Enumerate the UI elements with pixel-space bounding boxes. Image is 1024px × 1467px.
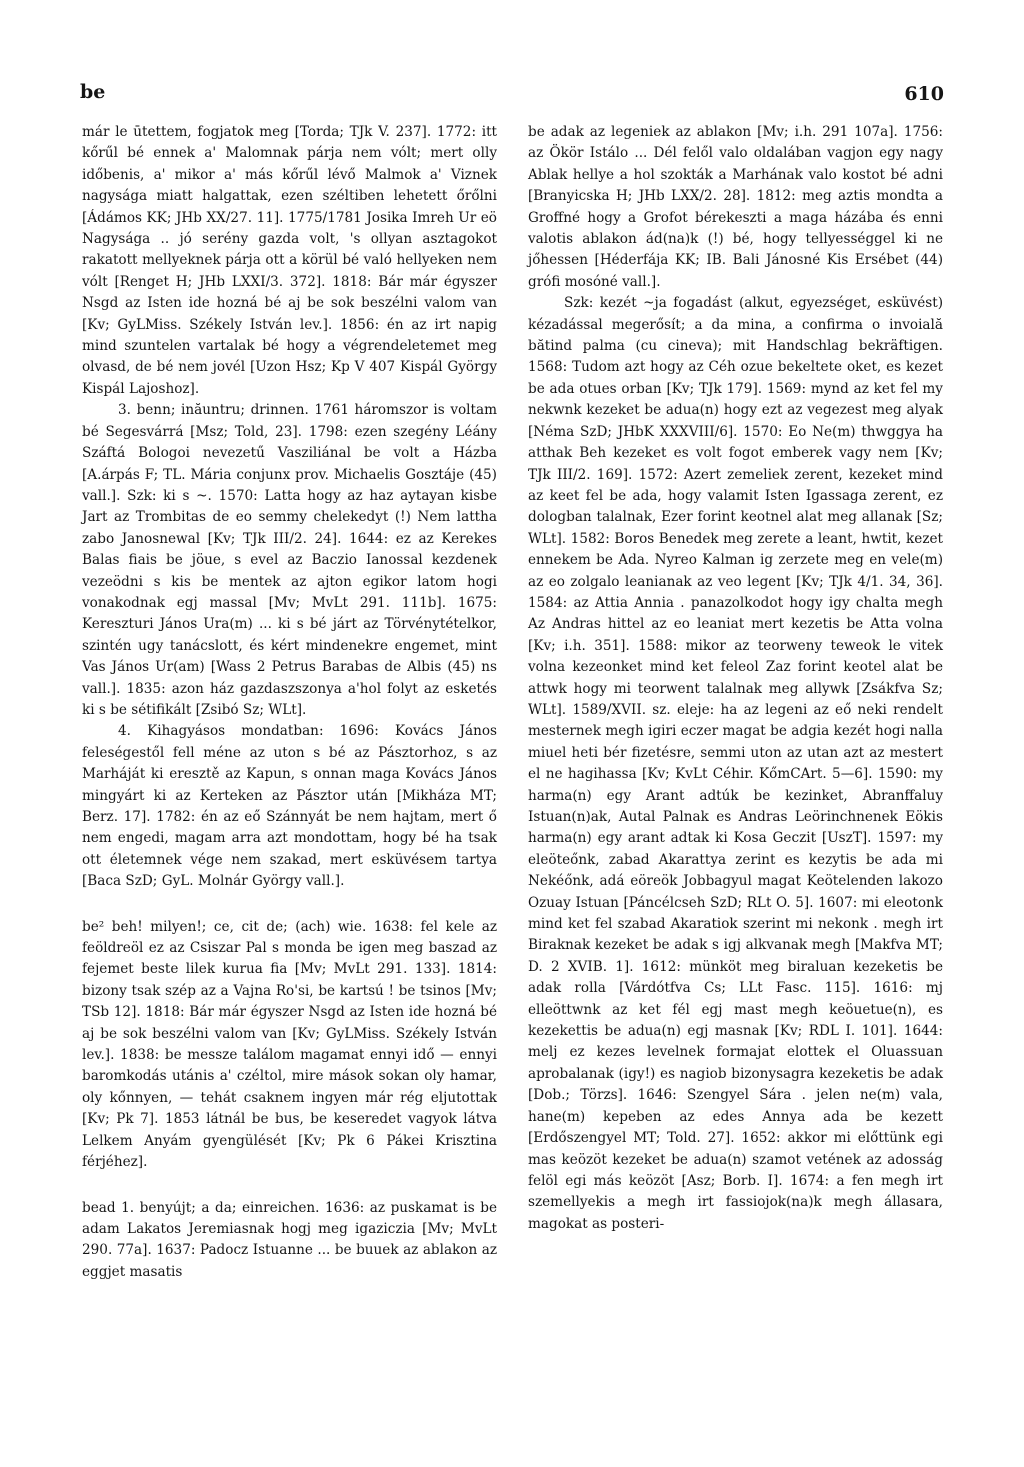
right-column (528, 122, 943, 1235)
entry-bead: bead 1. benyújt; a da; einreichen. 1636: az puskamat is be adam Lakatos Jeremiasnak hogj meg igaziczia [Mv; MvLt 290. 77a]. 1637: Padocz Istuanne ... be buuek az ablakon az eggjet masatis (82, 1199, 497, 1280)
right-paragraph: Szk: kezét ~ja fogadást (alkut, egyezséget, esküvést) kézadással megerősít; a da mina, a confirma o invoială bătind palma (cu cineva); mit Handschlag bekräftigen. 1568: Tudom azt hogy az Céh ozue bekeltete oket, es kezet be ada otues orban [Kv; TJk 179]. 1569: mynd az ket fel my nekwnk kezeket be adua(n) hogy ezt az vegezest meg alyak [Néma SzD; JHbK XXXVIII/6]. 1570: Eo Ne(m) thwggya ha atthak Beh kezeket es volt fogot emberek vagy nem [Kv; TJk III/2. 169]. 1572: Azert zemeliek zerent, kezeket mind az keet fel be ada, hogy valamit Isten Igassaga zerent, ez dologban talalnak, Ezer forint keotnel alat meg allanak [Sz; WLt]. 1582: Boros Benedek meg zerete a leant, hwtit, kezet ennekem be Ada. Nyreo Kalman ig zerzete meg en vele(m) az eo zolgalo leanianak az veo legent [Kv; TJk 4/1. 34, 36]. 1584: az Attia Annia . panazolkodot hogy igy chalta megh Az Andras hittel az eo leaniat mert kezetis be Atta volna [Kv; i.h. 351]. 1588: mikor az teorweny teweok le vitek volna kezeonket mind ket feleol Zaz forint keotel alat be attwk hogy mi teorwent talalnak meg allywk [Zsákfva Sz; WLt]. 1589/XVII. sz. eleje: ha az legeni az eő neki rendelt mesternek megh igiri eczer magat be adgia kezét hogi nalla miuel heti bér fizetésre, semmi uton az utan azt az mestert el ne hagihassa [Kv; KvLt Céhir. KőmCArt. 5—6]. 1590: my harma(n) egy Arant adtúk be kezinket, Abranffaluy Istuan(n)ak, Autal Palnak es Andras Leörinchnenek Eökis harma(n) egy arant adtak ki Kosa Geczit [UszT]. 1597: my eleöteőnk, zabad Akarattya zerint es kezytis be ada mi Nekéőnk, adá eöreök Jobbagyul magat Keötelenden lakozo Ozuay Istuan [Páncélcseh SzD; RLt O. 5]. 1607: mi eleotonk mind ket fel szabad Akaratiok szerint mi nekonk . megh irt Biraknak kezeket be adak s igj alkvanak megh [Makfva MT; D. 2 XVIB. 1]. 1612: münköt meg biraluan kezeketis be adak rolla [Várdótfva Cs; LLt Fasc. 115]. 1616: mj elleöttwnk az ket fél egj mast megh keöuetue(n), es kezekettis be adua(n) egj masnak [Kv; RDL I. 101]. 1644: melj ez kezes levelnek formajat elottek el Oluassuan aprobalanak (igy!) es nagiob bizonysagra kezeketis be adak [Dob.; Törzs]. 1646: Szengyel Sára . jelen ne(m) vala, hane(m) kepeben az edes Annya ada be kezett [Erdőszengyel MT; Told. 27]. 1652: akkor mi előttünk egi mas keözöt kezeket be adua(n) szamot vetének az adosság felöl egi más keözöt [Asz; Borb. I]. 1674: a fen megh irt szemellyekis a megh irt fassiojok(na)k megh állasara, magokat as posteri- (528, 295, 943, 1232)
left-column (82, 122, 497, 1283)
left-paragraph: 4. Kihagyásos mondatban: 1696: Kovács János feleségestől fell méne az uton s bé az Pásztorhoz, s az Marháját ki eresztě az Kapun, s onnan maga Kovács János mingyárt ki az Kerteken az Pásztor után [Mikháza MT; Berz. 17]. 1782: én az eő Szánnyát be nem hajtam, mert ő nem engedi, magam arra azt mondottam, hogy bé ha tsak ott életemnek vége nem szakad, mert esküvésem tartya [Baca SzD; GyL. Molnár György vall.]. (82, 723, 497, 890)
page-number: 610 (904, 83, 944, 105)
entry-be2: be² beh! milyen!; ce, cit de; (ach) wie. 1638: fel kele az feöldreöl ez az Csiszar Pal s monda be igen meg baszad az fejemet beste lilek kurua fia [Mv; MvLt 291. 133]. 1814: bizony tsak szép az a Vajna Ro'si, be kartsú ! be tsinos [Mv; TSb 12]. 1818: Bár már égyszer Nsgd az Isten ide hozná bé aj be sok beszélni valom van [Kv; GyLMiss. Székely István lev.]. 1838: be messze találom magamat ennyi idő — ennyi baromkodás utánis a' czéltol, mire mások sokan oly hamar, oly kőnnyen, — tehát csaknem ingyen már rég eljutottak [Kv; Pk 7]. 1853 látnál be bus, be keseredet vagyok látva Lelkem Anyám gyengülését [Kv; Pk 6 Pákei Krisztina férjéhez]. (82, 918, 497, 1171)
running-head-word: be (80, 81, 106, 103)
right-paragraph: be adak az legeniek az ablakon [Mv; i.h. 291 107a]. 1756: az Ökör Istálo ... Dél felől valo oldalában vagjon egy nagy Ablak hellye a hol szokták a Marhának valo kostot bé adni [Branyicska H; JHb LXX/2. 28]. 1812: meg aztis mondta a Groffné hogy a Grofot bérekeszti a maga házába és enni valotis ablakon ád(na)k (!) bé, hogy tellyességgel ki ne jőhessen [Héderfája KK; IB. Bali Jánosné Kis Ersébet (44) grófi mosóné vall.]. (528, 124, 943, 290)
left-paragraph: 3. benn; inăuntru; drinnen. 1761 háromszor is voltam bé Segesvárrá [Msz; Told, 23]. 1798: ezen szegény Léány Száftá Bologoi nevezetű Vasziliánal be volt a Házba [A.árpás F; TL. Mária conjunx prov. Michaelis Gosztáje (45) vall.]. Szk: ki s ~. 1570: Latta hogy az haz aytayan kisbe Jart az Trombitas de eo semmy chelekedyt (!) Nem lattha zabo Janosnewal [Kv; TJk III/2. 24]. 1644: ez az Kerekes Balas fiais be jöue, s evel az Baczio Ianossal kezdenek vezeödni s kis be mentek az ajton egikor latom hogi vonakodnak egj massal [Mv; MvLt 291. 111b]. 1675: Kereszturi János Ura(m) ... ki s bé járt az Törvénytételkor, szintén ugy tanácslott, és kért mindenekre engemet, mint Vas János Ur(am) [Wass 2 Petrus Barabas de Albis (45) ns vall.]. 1835: azon ház gazdaszszonya a'hol folyt az esketés ki s be sétifikált [Zsibó Sz; WLt]. (82, 402, 497, 718)
left-paragraph: már le ūtettem, fogjatok meg [Torda; TJk V. 237]. 1772: itt kőrűl bé ennek a' Malomnak párja nem vólt; mert olly időbenis, a' mikor a' más kőrűl lévő Malmok a' Viznek nagysága miatt halgattak, ezen széltiben lehetett őrőlni [Ádámos KK; JHb XX/27. 11]. 1775/1781 Josika Imreh Ur eö Nagysága .. jó serény gazda volt, 's ollyan asztagokot rakatott mellyeknek párja ott a körül bé való hellyeken nem vólt [Renget H; JHb LXXI/3. 372]. 1818: Bár már égyszer Nsgd az Isten ide hozná bé aj be sok beszélni valom van [Kv; GyLMiss. Székely István lev.]. 1856: én az irt napig mind szuntelen vartalak bé hogy a végrendeletemet meg olvasd, de bé nem jovél [Uzon Hsz; Kp V 407 Kispál György Kispál Lajoshoz]. (82, 124, 497, 397)
